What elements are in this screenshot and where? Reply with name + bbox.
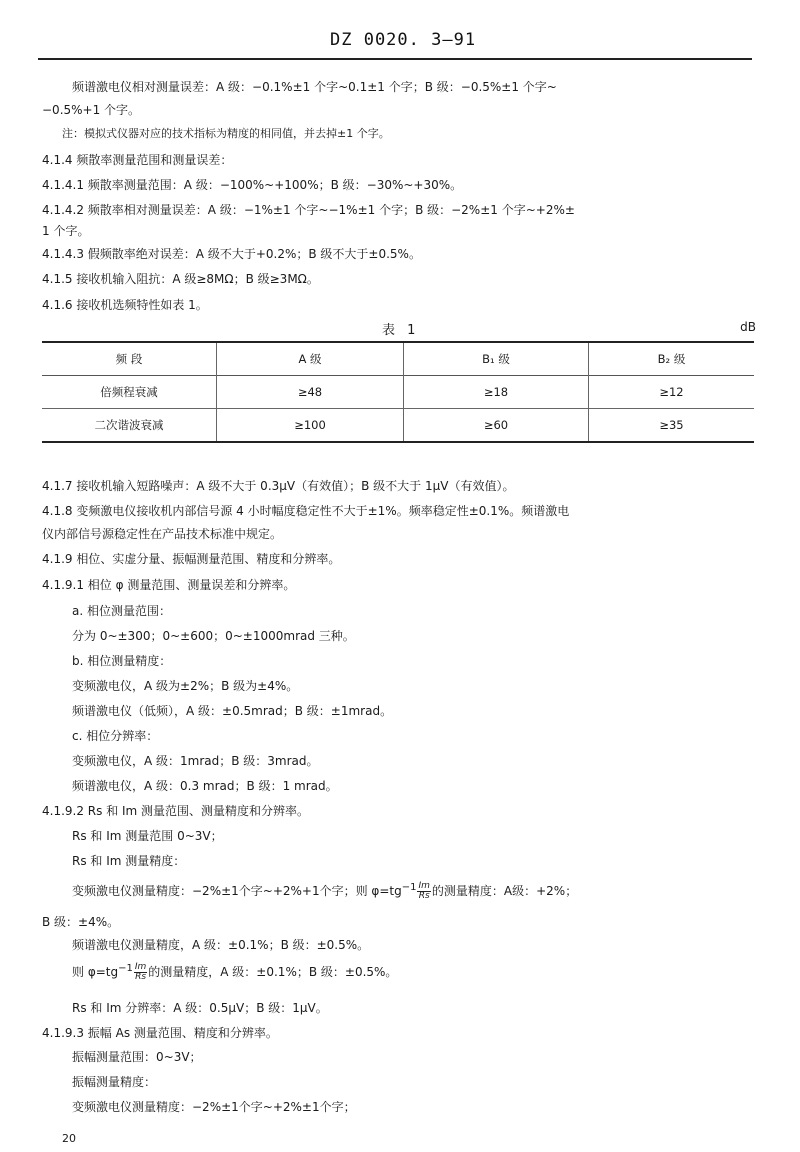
text-line: 频谱激电仪测量精度，A 级：±0.1%；B 级：±0.5%。 — [72, 938, 370, 952]
text-line: 4.1.9.1 相位 φ 测量范围、测量误差和分辨率。 — [42, 578, 296, 592]
table-cell: ≥18 — [404, 376, 589, 409]
table-cell: ≥12 — [659, 385, 684, 399]
formula-text: 则 φ=tg — [72, 965, 119, 979]
formula-exponent: −1 — [118, 963, 133, 974]
formula-text: 的测量精度，A 级：±0.1%；B 级：±0.5%。 — [148, 965, 398, 979]
table-unit: dB — [740, 320, 756, 334]
table-row — [42, 376, 754, 409]
fraction-numerator: Im — [134, 962, 147, 972]
table-header-cell: B₁ 级 — [404, 342, 589, 376]
table-header-cell: 频 段 — [42, 342, 217, 376]
fraction-numerator: Im — [418, 881, 430, 891]
selectivity-table — [42, 341, 754, 443]
fraction-denominator: Rs — [418, 891, 430, 901]
formula-line — [72, 961, 764, 982]
text-line: 频谱激电仪（低频），A 级：±0.5mrad；B 级：±1mrad。 — [72, 704, 393, 718]
text-line: 振幅测量精度： — [72, 1075, 157, 1089]
text-line: Rs 和 Im 测量精度： — [72, 854, 186, 868]
note-line: 注：模拟式仪器对应的技术指标为精度的相同值，并去掉±1 个字。 — [62, 127, 390, 140]
fraction-denominator: Rs — [135, 972, 147, 982]
text-line: −0.5%+1 个字。 — [42, 103, 141, 117]
text-line: 1 个字。 — [42, 224, 90, 238]
text-line: 4.1.9.3 振幅 As 测量范围、精度和分辨率。 — [42, 1026, 278, 1040]
text-line: 4.1.4.1 频散率测量范围：A 级：−100%~+100%；B 级：−30%~+30%。 — [42, 178, 463, 192]
formula-text: 的测量精度：A级：+2%； — [431, 884, 578, 898]
text-line: 变频激电仪，A 级：1mrad；B 级：3mrad。 — [72, 754, 319, 768]
text-line: B 级：±4%。 — [42, 915, 120, 929]
table-header-cell: A 级 — [217, 342, 404, 376]
formula-fraction — [417, 882, 430, 901]
formula-text: 变频激电仪测量精度：−2%±1个字~+2%+1个字；则 φ=tg — [72, 884, 402, 898]
text-line: 4.1.4.3 假频散率绝对误差：A 级不大于+0.2%；B 级不大于±0.5%。 — [42, 247, 421, 261]
table-header-row — [42, 342, 754, 376]
table-cell: ≥48 — [217, 376, 404, 409]
text-line: 4.1.7 接收机输入短路噪声：A 级不大于 0.3μV（有效值）；B 级不大于 1μV（有效值）。 — [42, 479, 515, 493]
text-line: Rs 和 Im 分辨率：A 级：0.5μV；B 级：1μV。 — [72, 1001, 328, 1015]
text-line: 4.1.4.2 频散率相对测量误差：A 级：−1%±1 个字~−1%±1 个字；B 级：−2%±1 个字~+2%± — [42, 203, 575, 217]
text-line: 仪内部信号源稳定性在产品技术标准中规定。 — [42, 527, 283, 541]
formula-line — [72, 880, 764, 901]
list-item: b. 相位测量精度： — [72, 654, 172, 668]
text-line: 变频激电仪，A 级为±2%；B 级为±4%。 — [72, 679, 299, 693]
list-item: a. 相位测量范围： — [72, 604, 171, 618]
text-line: 4.1.8 变频激电仪接收机内部信号源 4 小时幅度稳定性不大于±1%。频率稳定性±0.1%。频谱激电 — [42, 504, 570, 518]
text-line: 4.1.6 接收机选频特性如表 1。 — [42, 298, 208, 312]
table-title: 表 1 — [382, 323, 420, 338]
table-cell: 倍频程衰减 — [42, 376, 217, 409]
formula-exponent: −1 — [401, 882, 417, 893]
page-number: 20 — [62, 1132, 76, 1145]
section-heading: 4.1.4 频散率测量范围和测量误差： — [42, 153, 233, 167]
table-cell: 二次谐波衰减 — [42, 409, 217, 443]
text-line: Rs 和 Im 测量范围 0~3V； — [72, 829, 223, 843]
table-cell: ≥100 — [217, 409, 404, 443]
standard-number: DZ 0020. 3—91 — [330, 30, 477, 50]
text-line: 4.1.9.2 Rs 和 Im 测量范围、测量精度和分辨率。 — [42, 804, 310, 818]
text-line: 频谱激电仪相对测量误差：A 级：−0.1%±1 个字~0.1±1 个字；B 级：−0.5%±1 个字~ — [72, 80, 557, 94]
text-line: 分为 0~±300；0~±600；0~±1000mrad 三种。 — [72, 629, 355, 643]
formula-fraction — [134, 963, 147, 982]
text-line: 变频激电仪测量精度：−2%±1个字~+2%±1个字； — [72, 1100, 356, 1114]
table-header-cell: B₂ 级 — [657, 352, 686, 366]
header-rule — [38, 58, 752, 60]
table-cell: ≥35 — [659, 418, 684, 432]
text-line: 振幅测量范围：0~3V； — [72, 1050, 202, 1064]
text-line: 频谱激电仪，A 级：0.3 mrad；B 级：1 mrad。 — [72, 779, 338, 793]
table-row — [42, 409, 754, 443]
table-cell: ≥60 — [404, 409, 589, 443]
list-item: c. 相位分辨率： — [72, 729, 159, 743]
text-line: 4.1.5 接收机输入阻抗：A 级≥8MΩ；B 级≥3MΩ。 — [42, 272, 319, 286]
section-heading: 4.1.9 相位、实虚分量、振幅测量范围、精度和分辨率。 — [42, 552, 341, 566]
